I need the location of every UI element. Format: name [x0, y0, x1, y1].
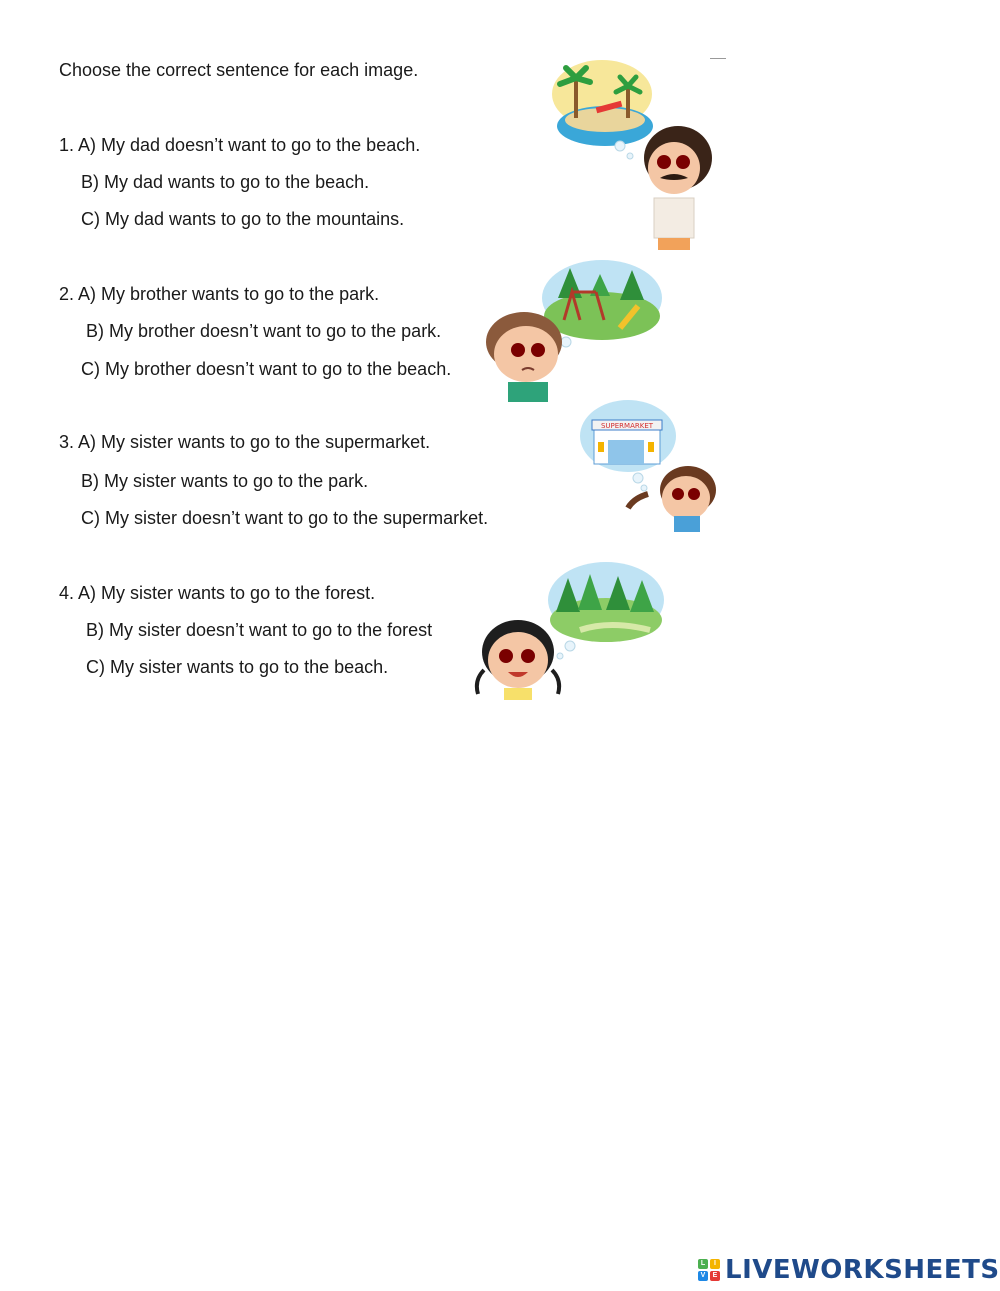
- q1-option-b[interactable]: B) My dad wants to go to the beach.: [81, 172, 370, 192]
- q2-option-c[interactable]: C) My brother doesn’t want to go to the beach.: [81, 359, 452, 379]
- dad-beach-illustration: [550, 58, 725, 254]
- q2-option-b[interactable]: B) My brother doesn’t want to go to the park.: [86, 321, 442, 341]
- brother-park-illustration: [480, 258, 665, 404]
- q1-option-a[interactable]: 1. A) My dad doesn’t want to go to the beach.: [59, 135, 421, 155]
- sister-supermarket-illustration: [578, 398, 718, 534]
- q4-option-a[interactable]: 4. A) My sister wants to go to the forest.: [59, 583, 376, 603]
- q4-option-b[interactable]: B) My sister doesn’t want to go to the forest: [86, 620, 433, 640]
- logo-letter-i: I: [710, 1259, 720, 1269]
- q4-option-c[interactable]: C) My sister wants to go to the beach.: [86, 657, 389, 677]
- sister-forest-illustration: [470, 560, 665, 704]
- instruction-text: Choose the correct sentence for each image.: [59, 60, 419, 80]
- logo-letter-e: E: [710, 1271, 720, 1281]
- liveworksheets-brand: [698, 1254, 1000, 1286]
- supermarket-sign-text: SUPERMARKET: [600, 422, 654, 430]
- q2-option-a[interactable]: 2. A) My brother wants to go to the park.: [59, 284, 380, 304]
- q1-option-c[interactable]: C) My dad wants to go to the mountains.: [81, 209, 405, 229]
- q3-option-a[interactable]: 3. A) My sister wants to go to the supermarket.: [59, 432, 431, 452]
- logo-letter-v: V: [698, 1271, 708, 1281]
- q3-option-b[interactable]: B) My sister wants to go to the park.: [81, 471, 369, 491]
- liveworksheets-logo-icon: [698, 1259, 720, 1281]
- q3-option-c[interactable]: C) My sister doesn’t want to go to the supermarket.: [81, 508, 489, 528]
- brand-name: LIVEWORKSHEETS: [725, 1255, 1000, 1285]
- logo-letter-l: L: [698, 1259, 708, 1269]
